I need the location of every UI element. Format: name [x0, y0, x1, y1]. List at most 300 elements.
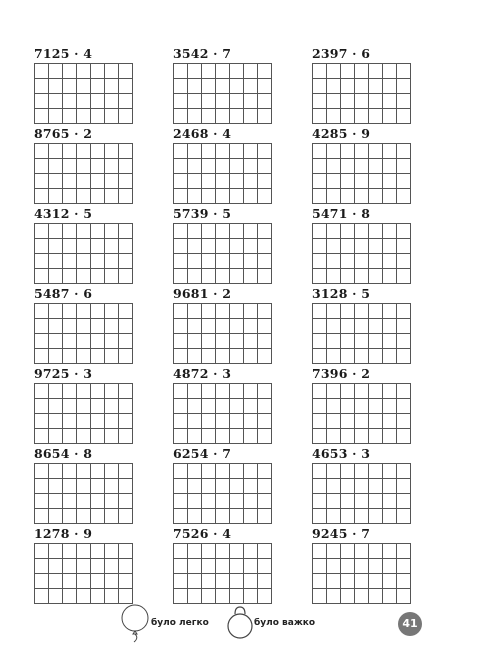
grid-cell[interactable] [258, 174, 272, 189]
grid-cell[interactable] [258, 189, 272, 204]
grid-cell[interactable] [341, 559, 355, 574]
grid-cell[interactable] [105, 239, 119, 254]
grid-cell[interactable] [230, 464, 244, 479]
grid-cell[interactable] [49, 349, 63, 364]
grid-cell[interactable] [49, 79, 63, 94]
grid-cell[interactable] [355, 494, 369, 509]
grid-cell[interactable] [313, 479, 327, 494]
grid-cell[interactable] [327, 494, 341, 509]
grid-cell[interactable] [230, 224, 244, 239]
grid-cell[interactable] [119, 224, 133, 239]
grid-cell[interactable] [313, 414, 327, 429]
grid-cell[interactable] [216, 589, 230, 604]
grid-cell[interactable] [369, 544, 383, 559]
grid-cell[interactable] [188, 464, 202, 479]
grid-cell[interactable] [258, 334, 272, 349]
grid-cell[interactable] [77, 349, 91, 364]
grid-cell[interactable] [383, 574, 397, 589]
grid-cell[interactable] [49, 304, 63, 319]
grid-cell[interactable] [230, 64, 244, 79]
grid-cell[interactable] [105, 254, 119, 269]
grid-cell[interactable] [63, 334, 77, 349]
grid-cell[interactable] [35, 589, 49, 604]
grid-cell[interactable] [313, 429, 327, 444]
grid-cell[interactable] [341, 349, 355, 364]
grid-cell[interactable] [244, 384, 258, 399]
grid-cell[interactable] [35, 64, 49, 79]
grid-cell[interactable] [244, 109, 258, 124]
grid-cell[interactable] [77, 319, 91, 334]
grid-cell[interactable] [49, 464, 63, 479]
grid-cell[interactable] [383, 64, 397, 79]
grid-cell[interactable] [91, 94, 105, 109]
grid-cell[interactable] [202, 64, 216, 79]
grid-cell[interactable] [202, 174, 216, 189]
grid-cell[interactable] [49, 144, 63, 159]
grid-cell[interactable] [313, 349, 327, 364]
grid-cell[interactable] [244, 494, 258, 509]
grid-cell[interactable] [35, 319, 49, 334]
grid-cell[interactable] [369, 79, 383, 94]
grid-cell[interactable] [188, 384, 202, 399]
grid-cell[interactable] [35, 464, 49, 479]
grid-cell[interactable] [355, 334, 369, 349]
grid-cell[interactable] [119, 334, 133, 349]
grid-cell[interactable] [105, 589, 119, 604]
grid-cell[interactable] [258, 224, 272, 239]
grid-cell[interactable] [258, 559, 272, 574]
grid-cell[interactable] [216, 254, 230, 269]
grid-cell[interactable] [397, 189, 411, 204]
grid-cell[interactable] [35, 189, 49, 204]
grid-cell[interactable] [119, 109, 133, 124]
grid-cell[interactable] [327, 269, 341, 284]
grid-cell[interactable] [369, 399, 383, 414]
grid-cell[interactable] [91, 239, 105, 254]
grid-cell[interactable] [202, 269, 216, 284]
grid-cell[interactable] [119, 384, 133, 399]
grid-cell[interactable] [341, 174, 355, 189]
grid-cell[interactable] [174, 494, 188, 509]
grid-cell[interactable] [244, 574, 258, 589]
grid-cell[interactable] [341, 399, 355, 414]
grid-cell[interactable] [327, 109, 341, 124]
grid-cell[interactable] [49, 224, 63, 239]
grid-cell[interactable] [35, 334, 49, 349]
grid-cell[interactable] [258, 239, 272, 254]
grid-cell[interactable] [258, 399, 272, 414]
grid-cell[interactable] [91, 429, 105, 444]
grid-cell[interactable] [188, 269, 202, 284]
grid-cell[interactable] [91, 544, 105, 559]
grid-cell[interactable] [383, 174, 397, 189]
grid-cell[interactable] [77, 94, 91, 109]
grid-cell[interactable] [188, 429, 202, 444]
grid-cell[interactable] [369, 334, 383, 349]
grid-cell[interactable] [244, 159, 258, 174]
grid-cell[interactable] [258, 494, 272, 509]
grid-cell[interactable] [341, 334, 355, 349]
grid-cell[interactable] [91, 494, 105, 509]
grid-cell[interactable] [369, 574, 383, 589]
grid-cell[interactable] [258, 94, 272, 109]
grid-cell[interactable] [202, 349, 216, 364]
grid-cell[interactable] [397, 79, 411, 94]
grid-cell[interactable] [327, 384, 341, 399]
grid-cell[interactable] [202, 254, 216, 269]
grid-cell[interactable] [230, 269, 244, 284]
grid-cell[interactable] [49, 94, 63, 109]
grid-cell[interactable] [119, 589, 133, 604]
grid-cell[interactable] [63, 64, 77, 79]
grid-cell[interactable] [313, 559, 327, 574]
grid-cell[interactable] [258, 414, 272, 429]
grid-cell[interactable] [77, 64, 91, 79]
grid-cell[interactable] [188, 349, 202, 364]
grid-cell[interactable] [174, 589, 188, 604]
grid-cell[interactable] [77, 79, 91, 94]
grid-cell[interactable] [105, 559, 119, 574]
grid-cell[interactable] [369, 159, 383, 174]
grid-cell[interactable] [383, 319, 397, 334]
grid-cell[interactable] [383, 224, 397, 239]
grid-cell[interactable] [119, 544, 133, 559]
grid-cell[interactable] [258, 349, 272, 364]
grid-cell[interactable] [313, 304, 327, 319]
grid-cell[interactable] [174, 79, 188, 94]
grid-cell[interactable] [105, 384, 119, 399]
grid-cell[interactable] [230, 144, 244, 159]
grid-cell[interactable] [77, 159, 91, 174]
grid-cell[interactable] [202, 399, 216, 414]
grid-cell[interactable] [174, 349, 188, 364]
grid-cell[interactable] [313, 64, 327, 79]
grid-cell[interactable] [369, 589, 383, 604]
grid-cell[interactable] [35, 349, 49, 364]
grid-cell[interactable] [258, 464, 272, 479]
grid-cell[interactable] [230, 479, 244, 494]
grid-cell[interactable] [119, 159, 133, 174]
grid-cell[interactable] [77, 239, 91, 254]
grid-cell[interactable] [327, 559, 341, 574]
grid-cell[interactable] [313, 269, 327, 284]
grid-cell[interactable] [188, 224, 202, 239]
grid-cell[interactable] [397, 464, 411, 479]
grid-cell[interactable] [369, 269, 383, 284]
grid-cell[interactable] [91, 174, 105, 189]
grid-cell[interactable] [369, 479, 383, 494]
grid-cell[interactable] [341, 494, 355, 509]
grid-cell[interactable] [105, 479, 119, 494]
grid-cell[interactable] [35, 144, 49, 159]
grid-cell[interactable] [355, 509, 369, 524]
grid-cell[interactable] [77, 414, 91, 429]
grid-cell[interactable] [341, 479, 355, 494]
grid-cell[interactable] [49, 559, 63, 574]
grid-cell[interactable] [383, 239, 397, 254]
grid-cell[interactable] [188, 189, 202, 204]
grid-cell[interactable] [230, 304, 244, 319]
grid-cell[interactable] [119, 94, 133, 109]
grid-cell[interactable] [341, 509, 355, 524]
grid-cell[interactable] [202, 144, 216, 159]
grid-cell[interactable] [105, 144, 119, 159]
grid-cell[interactable] [397, 574, 411, 589]
grid-cell[interactable] [327, 479, 341, 494]
grid-cell[interactable] [119, 574, 133, 589]
grid-cell[interactable] [119, 269, 133, 284]
grid-cell[interactable] [174, 144, 188, 159]
grid-cell[interactable] [202, 429, 216, 444]
grid-cell[interactable] [369, 464, 383, 479]
grid-cell[interactable] [258, 269, 272, 284]
grid-cell[interactable] [327, 319, 341, 334]
grid-cell[interactable] [341, 304, 355, 319]
grid-cell[interactable] [105, 64, 119, 79]
grid-cell[interactable] [188, 559, 202, 574]
grid-cell[interactable] [49, 494, 63, 509]
grid-cell[interactable] [91, 414, 105, 429]
grid-cell[interactable] [355, 239, 369, 254]
grid-cell[interactable] [258, 144, 272, 159]
grid-cell[interactable] [35, 159, 49, 174]
grid-cell[interactable] [91, 334, 105, 349]
grid-cell[interactable] [91, 304, 105, 319]
grid-cell[interactable] [327, 304, 341, 319]
grid-cell[interactable] [35, 574, 49, 589]
grid-cell[interactable] [105, 414, 119, 429]
grid-cell[interactable] [188, 174, 202, 189]
grid-cell[interactable] [91, 144, 105, 159]
grid-cell[interactable] [383, 79, 397, 94]
grid-cell[interactable] [35, 239, 49, 254]
grid-cell[interactable] [105, 509, 119, 524]
grid-cell[interactable] [91, 589, 105, 604]
grid-cell[interactable] [355, 64, 369, 79]
grid-cell[interactable] [35, 109, 49, 124]
grid-cell[interactable] [77, 174, 91, 189]
grid-cell[interactable] [216, 544, 230, 559]
grid-cell[interactable] [355, 159, 369, 174]
grid-cell[interactable] [119, 479, 133, 494]
grid-cell[interactable] [105, 304, 119, 319]
grid-cell[interactable] [369, 94, 383, 109]
grid-cell[interactable] [91, 349, 105, 364]
grid-cell[interactable] [119, 174, 133, 189]
grid-cell[interactable] [244, 589, 258, 604]
grid-cell[interactable] [174, 174, 188, 189]
grid-cell[interactable] [216, 349, 230, 364]
grid-cell[interactable] [91, 254, 105, 269]
grid-cell[interactable] [35, 254, 49, 269]
grid-cell[interactable] [188, 159, 202, 174]
grid-cell[interactable] [35, 559, 49, 574]
grid-cell[interactable] [258, 544, 272, 559]
grid-cell[interactable] [216, 494, 230, 509]
grid-cell[interactable] [105, 174, 119, 189]
grid-cell[interactable] [49, 509, 63, 524]
grid-cell[interactable] [63, 494, 77, 509]
grid-cell[interactable] [77, 109, 91, 124]
grid-cell[interactable] [119, 319, 133, 334]
grid-cell[interactable] [397, 239, 411, 254]
grid-cell[interactable] [230, 494, 244, 509]
grid-cell[interactable] [49, 574, 63, 589]
grid-cell[interactable] [49, 109, 63, 124]
grid-cell[interactable] [230, 559, 244, 574]
grid-cell[interactable] [341, 254, 355, 269]
grid-cell[interactable] [216, 269, 230, 284]
grid-cell[interactable] [341, 429, 355, 444]
grid-cell[interactable] [63, 304, 77, 319]
grid-cell[interactable] [327, 254, 341, 269]
grid-cell[interactable] [327, 159, 341, 174]
grid-cell[interactable] [188, 239, 202, 254]
grid-cell[interactable] [63, 254, 77, 269]
grid-cell[interactable] [63, 509, 77, 524]
grid-cell[interactable] [105, 159, 119, 174]
grid-cell[interactable] [230, 384, 244, 399]
grid-cell[interactable] [397, 109, 411, 124]
grid-cell[interactable] [258, 509, 272, 524]
grid-cell[interactable] [230, 159, 244, 174]
grid-cell[interactable] [174, 239, 188, 254]
grid-cell[interactable] [63, 589, 77, 604]
grid-cell[interactable] [230, 189, 244, 204]
grid-cell[interactable] [327, 414, 341, 429]
grid-cell[interactable] [327, 399, 341, 414]
grid-cell[interactable] [105, 334, 119, 349]
grid-cell[interactable] [35, 304, 49, 319]
grid-cell[interactable] [105, 494, 119, 509]
grid-cell[interactable] [202, 79, 216, 94]
grid-cell[interactable] [105, 189, 119, 204]
grid-cell[interactable] [258, 319, 272, 334]
grid-cell[interactable] [105, 79, 119, 94]
grid-cell[interactable] [49, 384, 63, 399]
grid-cell[interactable] [63, 544, 77, 559]
grid-cell[interactable] [383, 254, 397, 269]
grid-cell[interactable] [202, 224, 216, 239]
grid-cell[interactable] [188, 494, 202, 509]
grid-cell[interactable] [105, 224, 119, 239]
grid-cell[interactable] [35, 224, 49, 239]
grid-cell[interactable] [369, 64, 383, 79]
grid-cell[interactable] [35, 384, 49, 399]
grid-cell[interactable] [383, 429, 397, 444]
grid-cell[interactable] [77, 544, 91, 559]
grid-cell[interactable] [313, 589, 327, 604]
grid-cell[interactable] [188, 479, 202, 494]
grid-cell[interactable] [202, 239, 216, 254]
grid-cell[interactable] [202, 159, 216, 174]
grid-cell[interactable] [216, 509, 230, 524]
grid-cell[interactable] [188, 334, 202, 349]
grid-cell[interactable] [230, 94, 244, 109]
grid-cell[interactable] [49, 254, 63, 269]
grid-cell[interactable] [313, 159, 327, 174]
grid-cell[interactable] [35, 544, 49, 559]
grid-cell[interactable] [244, 544, 258, 559]
grid-cell[interactable] [216, 319, 230, 334]
grid-cell[interactable] [202, 414, 216, 429]
grid-cell[interactable] [341, 414, 355, 429]
grid-cell[interactable] [355, 189, 369, 204]
grid-cell[interactable] [216, 399, 230, 414]
grid-cell[interactable] [258, 384, 272, 399]
grid-cell[interactable] [383, 94, 397, 109]
grid-cell[interactable] [341, 144, 355, 159]
grid-cell[interactable] [202, 109, 216, 124]
grid-cell[interactable] [49, 414, 63, 429]
grid-cell[interactable] [49, 239, 63, 254]
grid-cell[interactable] [327, 64, 341, 79]
grid-cell[interactable] [35, 94, 49, 109]
grid-cell[interactable] [369, 384, 383, 399]
grid-cell[interactable] [174, 94, 188, 109]
grid-cell[interactable] [63, 144, 77, 159]
grid-cell[interactable] [63, 464, 77, 479]
grid-cell[interactable] [397, 494, 411, 509]
grid-cell[interactable] [174, 319, 188, 334]
grid-cell[interactable] [244, 349, 258, 364]
grid-cell[interactable] [355, 269, 369, 284]
grid-cell[interactable] [63, 559, 77, 574]
grid-cell[interactable] [77, 384, 91, 399]
grid-cell[interactable] [397, 479, 411, 494]
grid-cell[interactable] [49, 334, 63, 349]
grid-cell[interactable] [35, 494, 49, 509]
grid-cell[interactable] [230, 574, 244, 589]
grid-cell[interactable] [230, 254, 244, 269]
grid-cell[interactable] [202, 304, 216, 319]
grid-cell[interactable] [383, 414, 397, 429]
grid-cell[interactable] [105, 399, 119, 414]
grid-cell[interactable] [63, 399, 77, 414]
grid-cell[interactable] [327, 79, 341, 94]
grid-cell[interactable] [216, 239, 230, 254]
grid-cell[interactable] [119, 494, 133, 509]
grid-cell[interactable] [313, 224, 327, 239]
grid-cell[interactable] [216, 189, 230, 204]
grid-cell[interactable] [35, 79, 49, 94]
grid-cell[interactable] [91, 189, 105, 204]
grid-cell[interactable] [119, 414, 133, 429]
grid-cell[interactable] [77, 334, 91, 349]
grid-cell[interactable] [174, 189, 188, 204]
grid-cell[interactable] [202, 384, 216, 399]
grid-cell[interactable] [397, 544, 411, 559]
grid-cell[interactable] [119, 349, 133, 364]
grid-cell[interactable] [77, 559, 91, 574]
grid-cell[interactable] [383, 494, 397, 509]
grid-cell[interactable] [313, 144, 327, 159]
grid-cell[interactable] [369, 559, 383, 574]
grid-cell[interactable] [244, 79, 258, 94]
grid-cell[interactable] [174, 159, 188, 174]
grid-cell[interactable] [77, 254, 91, 269]
grid-cell[interactable] [244, 144, 258, 159]
grid-cell[interactable] [355, 349, 369, 364]
grid-cell[interactable] [383, 189, 397, 204]
grid-cell[interactable] [202, 574, 216, 589]
grid-cell[interactable] [383, 399, 397, 414]
grid-cell[interactable] [91, 559, 105, 574]
grid-cell[interactable] [174, 574, 188, 589]
grid-cell[interactable] [313, 464, 327, 479]
grid-cell[interactable] [341, 384, 355, 399]
grid-cell[interactable] [119, 304, 133, 319]
